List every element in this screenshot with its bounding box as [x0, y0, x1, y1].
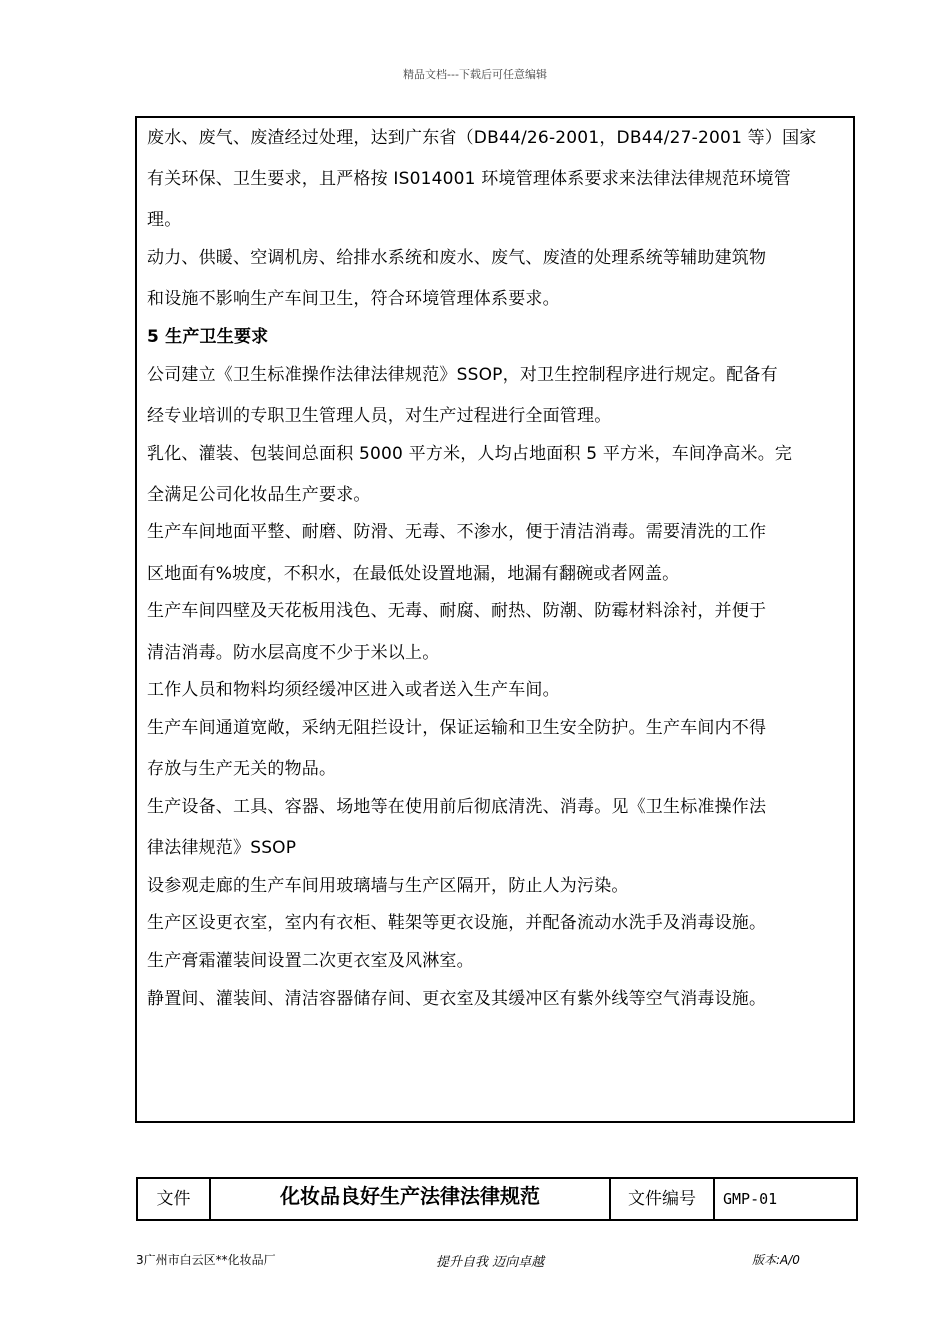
body-line: 公司建立《卫生标准操作法律法律规范》SSOP，对卫生控制程序进行规定。配备有 [147, 365, 778, 385]
doc-label: 文件 [156, 1189, 191, 1209]
footer-version: 版本:A/0 [752, 1253, 800, 1267]
body-line: 动力、供暖、空调机房、给排水系统和废水、废气、废渣的处理系统等辅助建筑物 [147, 248, 767, 268]
doc-title: 化妆品良好生产法律法律规范 [280, 1184, 540, 1208]
body-line: 律法律规范》SSOP [147, 838, 297, 858]
body-line: 清洁消毒。防水层高度不少于米以上。 [147, 643, 440, 663]
body-line: 生产车间通道宽敞，采纳无阻拦设计，保证运输和卫生安全防护。生产车间内不得 [147, 718, 767, 738]
doc-title-cell [211, 1179, 611, 1219]
doc-number-value: GMP-01 [723, 1190, 778, 1208]
doc-number-cell [715, 1179, 856, 1219]
body-line: 理。 [147, 210, 182, 230]
body-line: 存放与生产无关的物品。 [147, 759, 337, 779]
body-line: 生产车间地面平整、耐磨、防滑、无毒、不渗水，便于清洁消毒。需要清洗的工作 [147, 522, 767, 542]
body-line: 生产设备、工具、容器、场地等在使用前后彻底清洗、消毒。见《卫生标准操作法 [147, 797, 767, 817]
body-line: 乳化、灌装、包装间总面积 5000 平方米，人均占地面积 5 平方米，车间净高米。完 [147, 444, 793, 464]
body-line: 生产区设更衣室，室内有衣柜、鞋架等更衣设施，并配备流动水洗手及消毒设施。 [147, 913, 767, 933]
body-line: 有关环保、卫生要求，且严格按 IS014001 环境管理体系要求来法律法律规范环境管 [147, 169, 791, 189]
body-line: 设参观走廊的生产车间用玻璃墙与生产区隔开，防止人为污染。 [147, 876, 629, 896]
doc-label-cell [138, 1179, 211, 1219]
body-line: 区地面有%坡度，不积水，在最低处设置地漏，地漏有翻碗或者网盖。 [147, 564, 680, 584]
body-line: 工作人员和物料均须经缓冲区进入或者送入生产车间。 [147, 680, 560, 700]
document-info-table [136, 1177, 858, 1221]
body-line: 经专业培训的专职卫生管理人员，对生产过程进行全面管理。 [147, 406, 612, 426]
doc-number-label: 文件编号 [628, 1189, 696, 1209]
body-line: 生产车间四壁及天花板用浅色、无毒、耐腐、耐热、防潮、防霉材料涂衬，并便于 [147, 601, 767, 621]
body-line: 全满足公司化妆品生产要求。 [147, 485, 371, 505]
doc-number-label-cell [611, 1179, 715, 1219]
section-heading: 5 生产卫生要求 [147, 327, 269, 347]
body-line: 静置间、灌装间、清洁容器储存间、更衣室及其缓冲区有紫外线等空气消毒设施。 [147, 989, 767, 1009]
page-header-note: 精品文档---下载后可任意编辑 [403, 68, 547, 81]
body-line: 和设施不影响生产车间卫生，符合环境管理体系要求。 [147, 289, 560, 309]
footer-company: 3广州市白云区**化妆品厂 [136, 1253, 276, 1267]
content-box [135, 116, 855, 1123]
body-line: 废水、废气、废渣经过处理，达到广东省（DB44/26-2001，DB44/27-2001 等）国家 [147, 128, 817, 148]
body-line: 生产膏霜灌装间设置二次更衣室及风淋室。 [147, 951, 474, 971]
footer-slogan: 提升自我 迈向卓越 [436, 1255, 545, 1270]
